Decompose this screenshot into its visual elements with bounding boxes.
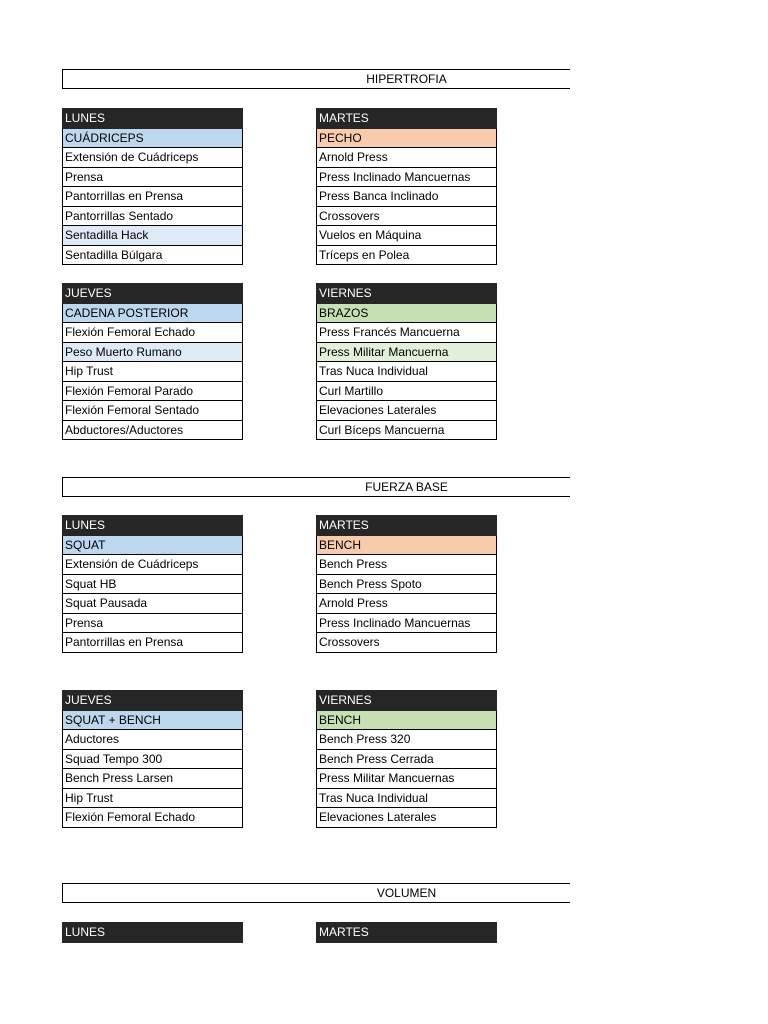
muscle-group: CADENA POSTERIOR — [63, 303, 243, 323]
table-martes-hipertrofia — [316, 108, 497, 265]
exercise-row: Press Militar Mancuerna — [317, 342, 497, 362]
day-header: JUEVES — [63, 691, 243, 711]
section-header-fuerza-base — [62, 477, 570, 497]
exercise-row: Peso Muerto Rumano — [63, 342, 243, 362]
day-header: MARTES — [317, 516, 497, 536]
exercise-row: Tríceps en Polea — [317, 245, 497, 265]
exercise-row: Press Inclinado Mancuernas — [317, 167, 497, 187]
table-martes-volumen — [316, 922, 497, 943]
exercise-row: Press Inclinado Mancuernas — [317, 613, 497, 633]
exercise-row: Bench Press — [317, 555, 497, 575]
exercise-row: Curl Martillo — [317, 381, 497, 401]
section-header-hipertrofia — [62, 69, 570, 89]
table-lunes-fuerza — [62, 515, 243, 653]
exercise-row: Tras Nuca Individual — [317, 788, 497, 808]
section-title: VOLUMEN — [376, 886, 437, 900]
exercise-row: Extensión de Cuádriceps — [63, 148, 243, 168]
exercise-row: Aductores — [63, 730, 243, 750]
table-jueves-hipertrofia — [62, 283, 243, 440]
exercise-row: Press Francés Mancuerna — [317, 323, 497, 343]
table-martes-fuerza — [316, 515, 497, 653]
exercise-row: Flexión Femoral Echado — [63, 323, 243, 343]
exercise-row: Arnold Press — [317, 594, 497, 614]
exercise-row: Elevaciones Laterales — [317, 808, 497, 828]
table-viernes-fuerza — [316, 690, 497, 828]
table-lunes-volumen — [62, 922, 243, 943]
exercise-row: Squad Tempo 300 — [63, 749, 243, 769]
exercise-row: Extensión de Cuádriceps — [63, 555, 243, 575]
exercise-row: Squat HB — [63, 574, 243, 594]
exercise-row: Crossovers — [317, 206, 497, 226]
section-title: FUERZA BASE — [365, 480, 448, 494]
exercise-row: Pantorrillas en Prensa — [63, 633, 243, 653]
exercise-row: Press Militar Mancuernas — [317, 769, 497, 789]
exercise-row: Flexión Femoral Parado — [63, 381, 243, 401]
day-header: JUEVES — [63, 284, 243, 304]
exercise-row: Prensa — [63, 167, 243, 187]
muscle-group: PECHO — [317, 128, 497, 148]
exercise-row: Sentadilla Hack — [63, 226, 243, 246]
day-header: VIERNES — [317, 691, 497, 711]
table-lunes-hipertrofia — [62, 108, 243, 265]
exercise-row: Crossovers — [317, 633, 497, 653]
exercise-row: Flexión Femoral Sentado — [63, 401, 243, 421]
exercise-row: Hip Trust — [63, 788, 243, 808]
exercise-row: Curl Bíceps Mancuerna — [317, 420, 497, 440]
exercise-row: Vuelos en Máquina — [317, 226, 497, 246]
exercise-row: Pantorrillas en Prensa — [63, 187, 243, 207]
section-header-volumen — [62, 883, 570, 903]
day-header: LUNES — [63, 923, 243, 943]
muscle-group: BRAZOS — [317, 303, 497, 323]
exercise-row: Abductores/Aductores — [63, 420, 243, 440]
exercise-row: Elevaciones Laterales — [317, 401, 497, 421]
exercise-row: Bench Press Spoto — [317, 574, 497, 594]
day-header: LUNES — [63, 109, 243, 129]
exercise-row: Arnold Press — [317, 148, 497, 168]
day-header: MARTES — [317, 923, 497, 943]
day-header: VIERNES — [317, 284, 497, 304]
exercise-row: Flexión Femoral Echado — [63, 808, 243, 828]
exercise-row: Press Banca Inclinado — [317, 187, 497, 207]
table-viernes-hipertrofia — [316, 283, 497, 440]
exercise-row: Bench Press Cerrada — [317, 749, 497, 769]
day-header: LUNES — [63, 516, 243, 536]
exercise-row: Squat Pausada — [63, 594, 243, 614]
muscle-group: BENCH — [317, 535, 497, 555]
exercise-row: Sentadilla Búlgara — [63, 245, 243, 265]
day-header: MARTES — [317, 109, 497, 129]
exercise-row: Bench Press Larsen — [63, 769, 243, 789]
exercise-row: Hip Trust — [63, 362, 243, 382]
exercise-row: Bench Press 320 — [317, 730, 497, 750]
muscle-group: SQUAT — [63, 535, 243, 555]
muscle-group: CUÁDRICEPS — [63, 128, 243, 148]
exercise-row: Tras Nuca Individual — [317, 362, 497, 382]
section-title: HIPERTROFIA — [366, 72, 447, 86]
table-jueves-fuerza — [62, 690, 243, 828]
exercise-row: Pantorrillas Sentado — [63, 206, 243, 226]
muscle-group: BENCH — [317, 710, 497, 730]
muscle-group: SQUAT + BENCH — [63, 710, 243, 730]
exercise-row: Prensa — [63, 613, 243, 633]
